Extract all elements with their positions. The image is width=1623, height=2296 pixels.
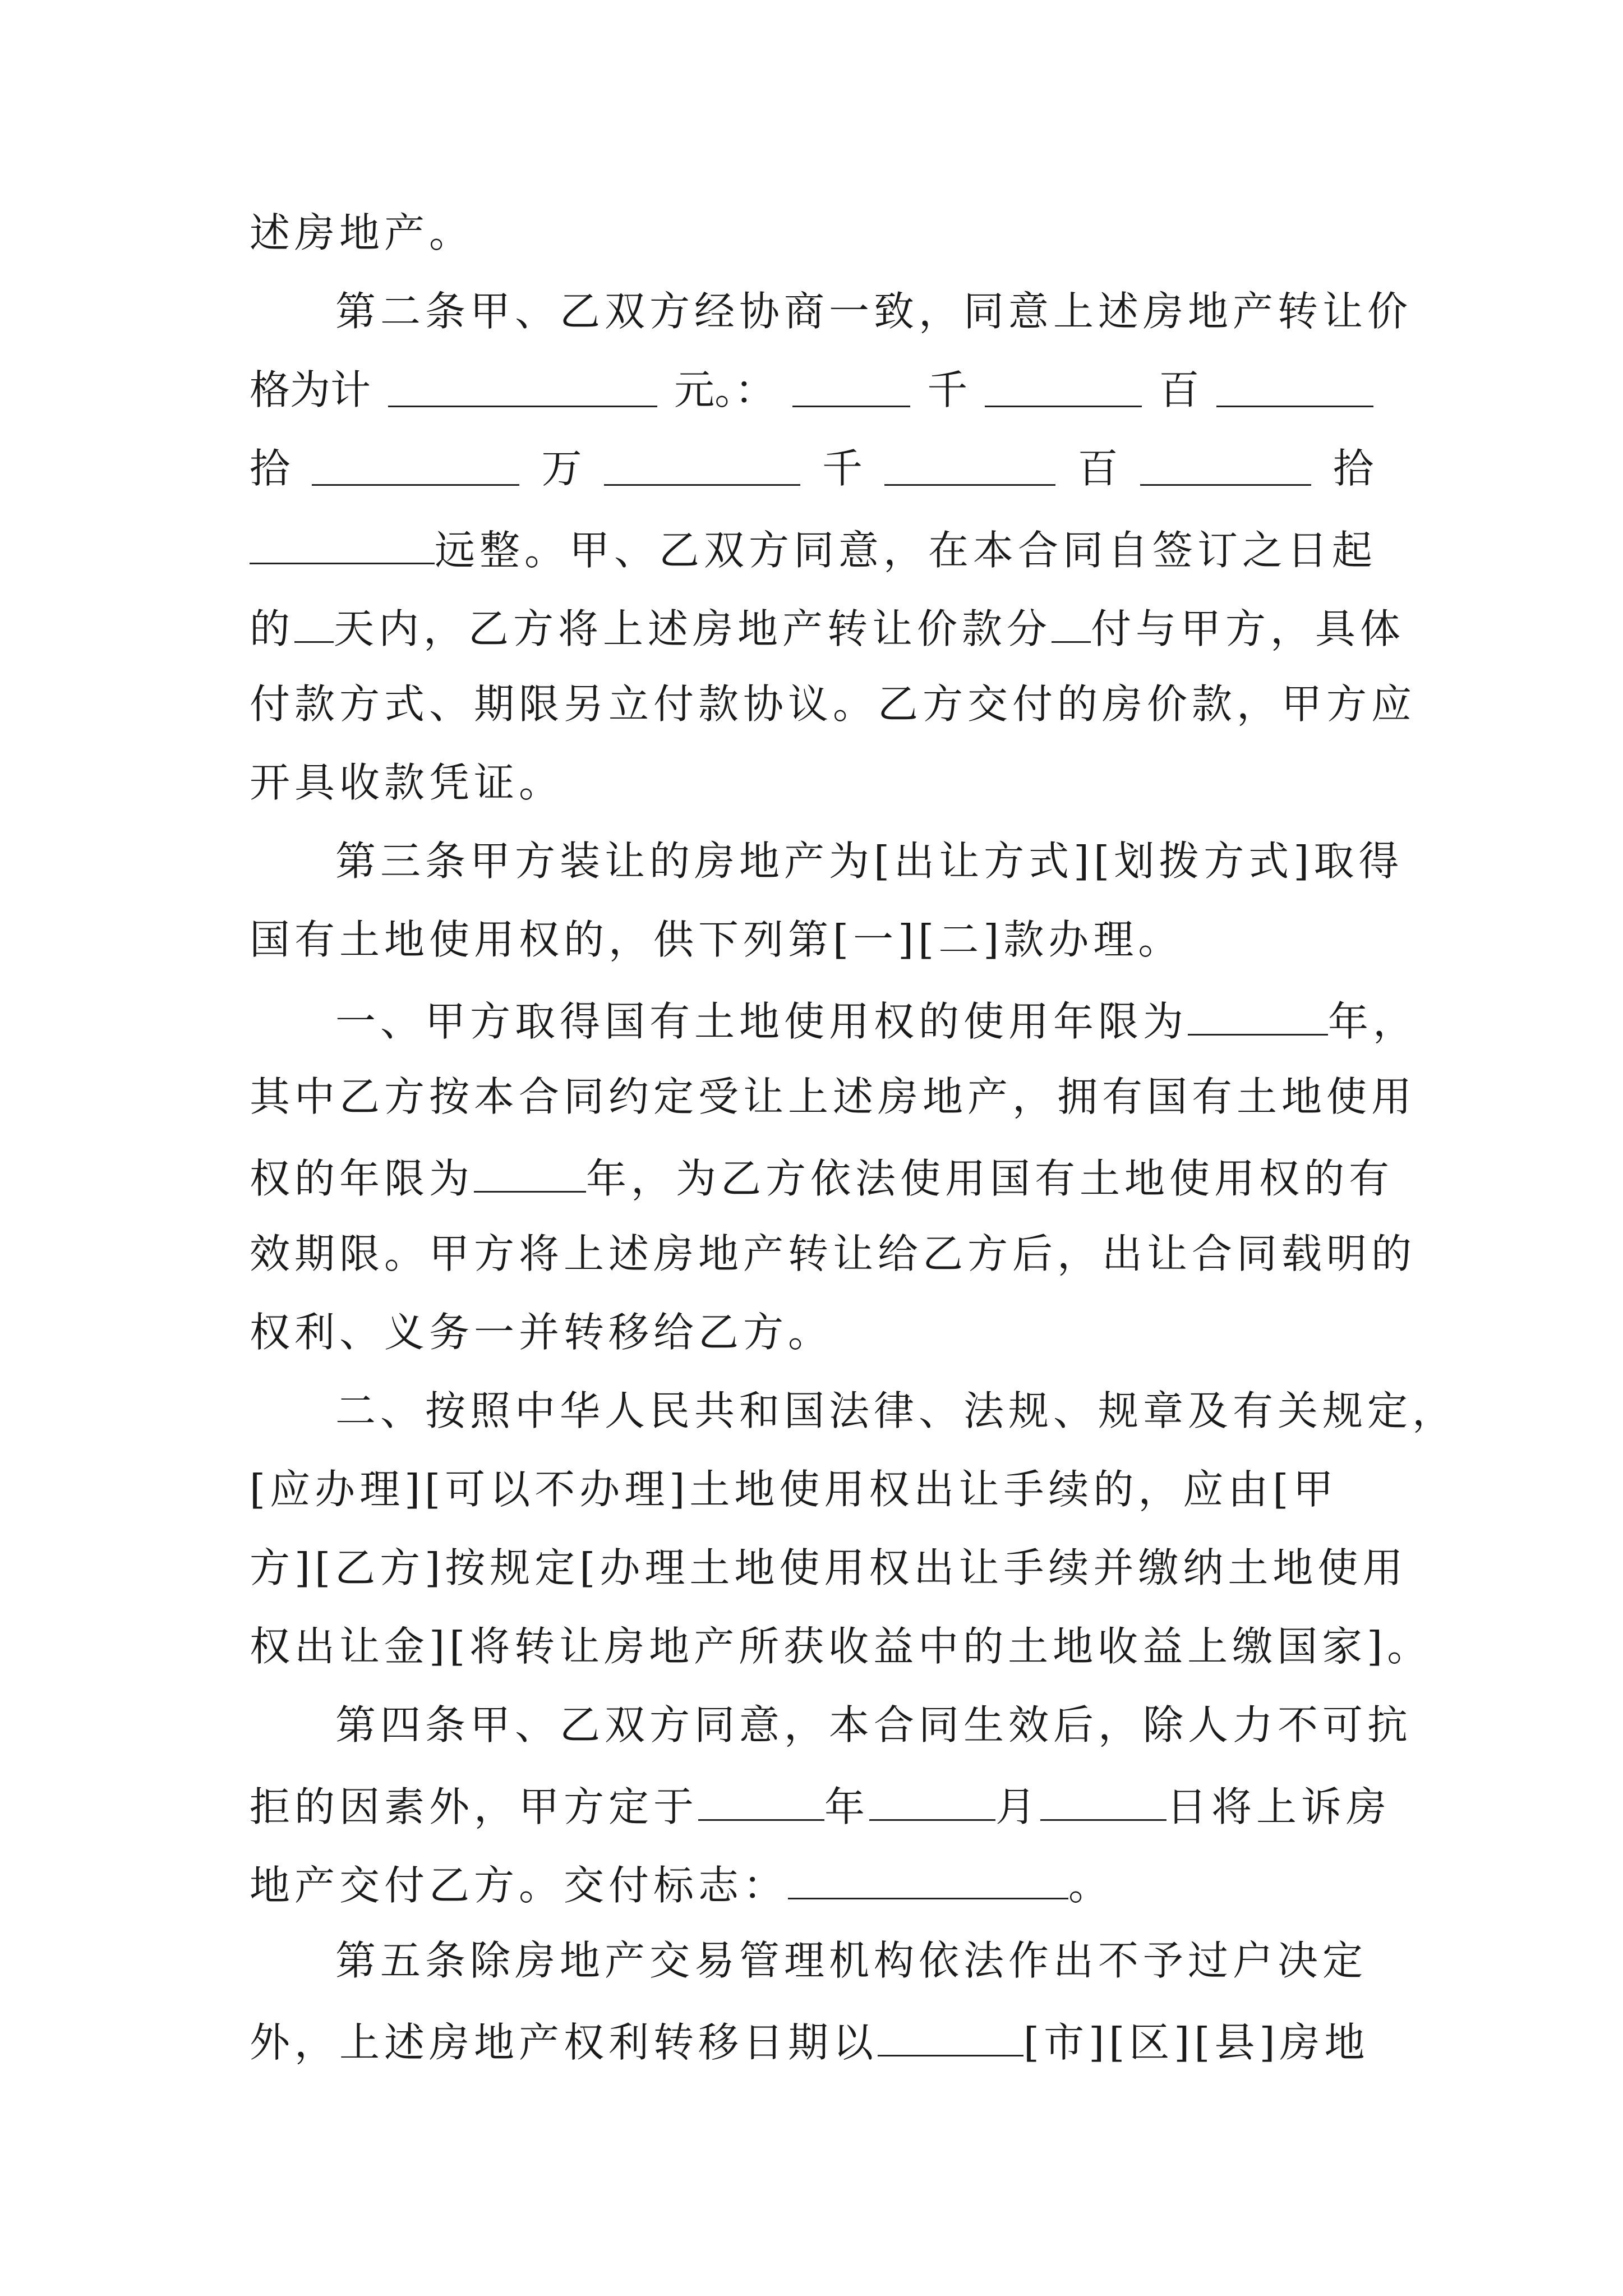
text-line: 国有土地使用权的，供下列第[一][二]款办理。 bbox=[250, 916, 1183, 963]
blank-delivery-mark bbox=[788, 1854, 1068, 1899]
text-line: 地产交付乙方。交付标志： 。 bbox=[250, 1854, 1113, 1910]
blank-amount bbox=[250, 519, 435, 564]
blank-amount bbox=[1140, 440, 1311, 486]
text-line: 权利、义务一并转移给乙方。 bbox=[250, 1309, 833, 1356]
blank-total-price bbox=[388, 362, 657, 407]
item-1-line: 一、甲方取得国有土地使用权的使用年限为 年， bbox=[335, 990, 1418, 1046]
price-digits-line: 拾 万 千 百 拾 bbox=[250, 440, 1373, 496]
text-line: 开具收款凭证。 bbox=[250, 759, 564, 806]
price-line: 格为计 元。： 千 百 bbox=[250, 362, 1373, 418]
text-line: 权的年限为 年，为乙方依法使用国有土地使用权的有 bbox=[250, 1147, 1394, 1203]
blank-amount bbox=[1216, 362, 1373, 407]
blank-amount bbox=[604, 440, 800, 486]
text-line: 远整。甲、乙双方同意，在本合同自签订之日起 bbox=[250, 519, 1377, 575]
clause-5-line: 第五条除房地产交易管理机构依法作出不予过户决定 bbox=[335, 1937, 1368, 1984]
blank-amount bbox=[792, 362, 910, 407]
clause-3-line: 第三条甲方装让的房地产为[出让方式][划拨方式]取得 bbox=[335, 838, 1404, 885]
text-line: 外，上述房地产权利转移日期以 [市][区][县]房地 bbox=[250, 2011, 1370, 2067]
blank-month bbox=[869, 1775, 995, 1821]
text-line: 方][乙方]按规定[办理土地使用权出让手续并缴纳土地使用 bbox=[250, 1544, 1408, 1591]
blank-amount bbox=[312, 440, 519, 486]
blank-installments bbox=[1052, 597, 1091, 643]
text-line: 拒的因素外，甲方定于 年 月 日将上诉房 bbox=[250, 1775, 1391, 1832]
clause-4-line: 第四条甲、乙双方同意，本合同生效后，除人力不可抗 bbox=[335, 1701, 1413, 1749]
blank-authority bbox=[878, 2011, 1023, 2056]
blank-day bbox=[1040, 1775, 1166, 1821]
blank-year bbox=[698, 1775, 824, 1821]
text-line: 其中乙方按本合同约定受让上述房地产，拥有国有土地使用 bbox=[250, 1073, 1417, 1120]
blank-days bbox=[294, 597, 334, 643]
text-line: [应办理][可以不办理]土地使用权出让手续的，应由[甲 bbox=[250, 1466, 1338, 1513]
text-line: 述房地产。 bbox=[250, 209, 474, 256]
blank-years bbox=[1188, 990, 1328, 1036]
blank-years bbox=[474, 1147, 586, 1193]
blank-amount bbox=[985, 362, 1142, 407]
clause-2-line: 第二条甲、乙双方经协商一致，同意上述房地产转让价 bbox=[335, 288, 1413, 335]
text-line: 权出让金][将转让房地产所获收益中的土地收益上缴国家]。 bbox=[250, 1623, 1432, 1670]
item-2-line: 二、按照中华人民共和国法律、法规、规章及有关规定， bbox=[335, 1387, 1458, 1434]
text-line: 的 天内，乙方将上述房地产转让价款分 付与甲方，具体 bbox=[250, 597, 1405, 654]
text-line: 付款方式、期限另立付款协议。乙方交付的房价款，甲方应 bbox=[250, 680, 1417, 728]
text-line: 效期限。甲方将上述房地产转让给乙方后，出让合同载明的 bbox=[250, 1230, 1417, 1277]
blank-amount bbox=[884, 440, 1055, 486]
